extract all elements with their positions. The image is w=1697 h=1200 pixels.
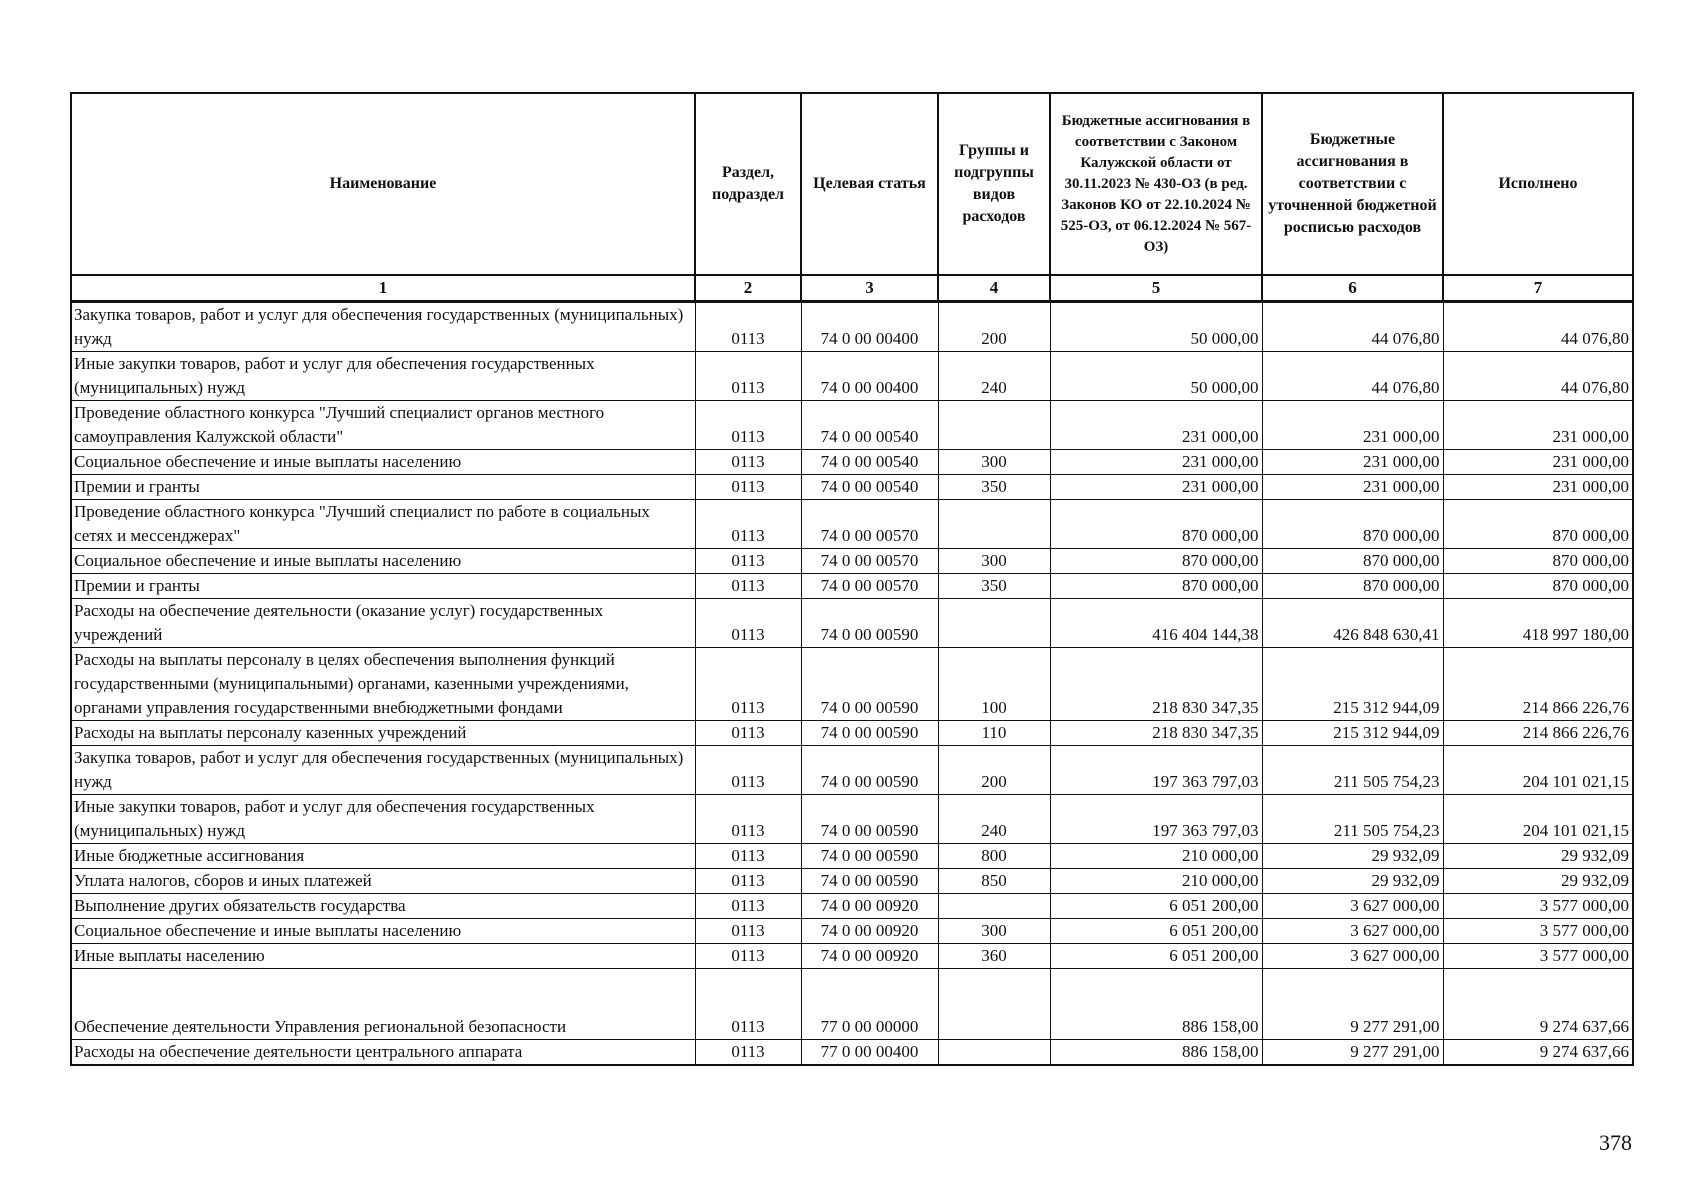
row-law-amount-cell: 210 000,00 (1050, 869, 1262, 894)
header-name: Наименование (71, 93, 695, 275)
row-group-cell: 300 (938, 549, 1050, 574)
header-refined: Бюджетные ассигнования в соответствии с уточненной бюджетной росписью расходов (1262, 93, 1443, 275)
row-refined-amount-cell: 215 312 944,09 (1262, 648, 1443, 721)
row-name-cell: Социальное обеспечение и иные выплаты населению (71, 919, 695, 944)
budget-table-container (70, 92, 1632, 1066)
row-section-cell: 0113 (695, 648, 801, 721)
row-name-cell: Проведение областного конкурса "Лучший специалист органов местного самоуправления Калужской области" (71, 401, 695, 450)
row-section-cell: 0113 (695, 549, 801, 574)
row-section-cell: 0113 (695, 475, 801, 500)
row-refined-amount-cell: 870 000,00 (1262, 574, 1443, 599)
column-number: 7 (1443, 275, 1633, 302)
row-group-cell (938, 894, 1050, 919)
row-section-cell: 0113 (695, 500, 801, 549)
table-row (71, 549, 1633, 574)
row-target-cell: 74 0 00 00590 (801, 844, 938, 869)
row-target-cell: 74 0 00 00540 (801, 450, 938, 475)
row-group-cell: 350 (938, 574, 1050, 599)
row-section-cell: 0113 (695, 844, 801, 869)
row-section-cell: 0113 (695, 969, 801, 1040)
row-executed-amount-cell: 214 866 226,76 (1443, 721, 1633, 746)
row-refined-amount-cell: 211 505 754,23 (1262, 746, 1443, 795)
row-refined-amount-cell: 9 277 291,00 (1262, 1040, 1443, 1066)
row-group-cell: 300 (938, 450, 1050, 475)
row-law-amount-cell: 231 000,00 (1050, 475, 1262, 500)
header-section: Раздел, подраздел (695, 93, 801, 275)
table-row (71, 599, 1633, 648)
row-target-cell: 74 0 00 00540 (801, 475, 938, 500)
column-number: 4 (938, 275, 1050, 302)
row-executed-amount-cell: 9 274 637,66 (1443, 1040, 1633, 1066)
row-name-cell: Иные закупки товаров, работ и услуг для обеспечения государственных (муниципальных) нужд (71, 352, 695, 401)
row-group-cell: 110 (938, 721, 1050, 746)
row-law-amount-cell: 218 830 347,35 (1050, 648, 1262, 721)
row-law-amount-cell: 50 000,00 (1050, 302, 1262, 352)
row-section-cell: 0113 (695, 401, 801, 450)
row-target-cell: 77 0 00 00400 (801, 1040, 938, 1066)
row-law-amount-cell: 870 000,00 (1050, 574, 1262, 599)
budget-table (70, 92, 1634, 1066)
row-group-cell: 240 (938, 795, 1050, 844)
row-target-cell: 74 0 00 00920 (801, 944, 938, 969)
row-section-cell: 0113 (695, 1040, 801, 1066)
row-target-cell: 77 0 00 00000 (801, 969, 938, 1040)
row-refined-amount-cell: 3 627 000,00 (1262, 919, 1443, 944)
row-refined-amount-cell: 215 312 944,09 (1262, 721, 1443, 746)
row-target-cell: 74 0 00 00570 (801, 549, 938, 574)
row-executed-amount-cell: 3 577 000,00 (1443, 944, 1633, 969)
row-section-cell: 0113 (695, 894, 801, 919)
table-row (71, 869, 1633, 894)
row-group-cell (938, 500, 1050, 549)
row-name-cell: Расходы на выплаты персоналу в целях обеспечения выполнения функций государственными (муниципальными) органами, казенными учреждениями, органами управления государственными внебюджетными фондами (71, 648, 695, 721)
row-group-cell: 850 (938, 869, 1050, 894)
row-law-amount-cell: 231 000,00 (1050, 401, 1262, 450)
row-name-cell: Социальное обеспечение и иные выплаты населению (71, 549, 695, 574)
row-target-cell: 74 0 00 00590 (801, 869, 938, 894)
table-row (71, 844, 1633, 869)
header-law: Бюджетные ассигнования в соответствии с Законом Калужской области от 30.11.2023 № 430-ОЗ (в ред. Законов КО от 22.10.2024 № 525-ОЗ, от 06.12.2024 № 567-ОЗ) (1050, 93, 1262, 275)
row-group-cell: 200 (938, 746, 1050, 795)
header-executed: Исполнено (1443, 93, 1633, 275)
row-section-cell: 0113 (695, 944, 801, 969)
row-group-cell (938, 969, 1050, 1040)
row-target-cell: 74 0 00 00570 (801, 574, 938, 599)
row-group-cell (938, 599, 1050, 648)
row-executed-amount-cell: 29 932,09 (1443, 844, 1633, 869)
row-executed-amount-cell: 231 000,00 (1443, 475, 1633, 500)
row-refined-amount-cell: 44 076,80 (1262, 302, 1443, 352)
table-row (71, 944, 1633, 969)
row-target-cell: 74 0 00 00590 (801, 795, 938, 844)
column-number: 3 (801, 275, 938, 302)
row-refined-amount-cell: 3 627 000,00 (1262, 894, 1443, 919)
row-executed-amount-cell: 204 101 021,15 (1443, 795, 1633, 844)
row-target-cell: 74 0 00 00590 (801, 648, 938, 721)
row-law-amount-cell: 6 051 200,00 (1050, 944, 1262, 969)
row-refined-amount-cell: 29 932,09 (1262, 869, 1443, 894)
row-executed-amount-cell: 204 101 021,15 (1443, 746, 1633, 795)
header-row (71, 93, 1633, 275)
row-name-cell: Закупка товаров, работ и услуг для обеспечения государственных (муниципальных) нужд (71, 302, 695, 352)
column-number-row (71, 275, 1633, 302)
row-group-cell: 350 (938, 475, 1050, 500)
row-name-cell: Расходы на обеспечение деятельности центрального аппарата (71, 1040, 695, 1066)
table-body (71, 302, 1633, 1066)
row-section-cell: 0113 (695, 721, 801, 746)
row-name-cell: Выполнение других обязательств государства (71, 894, 695, 919)
row-law-amount-cell: 197 363 797,03 (1050, 746, 1262, 795)
row-target-cell: 74 0 00 00590 (801, 599, 938, 648)
table-row (71, 302, 1633, 352)
row-section-cell: 0113 (695, 574, 801, 599)
table-row (71, 450, 1633, 475)
row-name-cell: Премии и гранты (71, 475, 695, 500)
row-refined-amount-cell: 9 277 291,00 (1262, 969, 1443, 1040)
row-name-cell: Уплата налогов, сборов и иных платежей (71, 869, 695, 894)
row-law-amount-cell: 197 363 797,03 (1050, 795, 1262, 844)
column-number: 6 (1262, 275, 1443, 302)
row-executed-amount-cell: 3 577 000,00 (1443, 894, 1633, 919)
row-name-cell: Иные выплаты населению (71, 944, 695, 969)
row-target-cell: 74 0 00 00400 (801, 302, 938, 352)
row-section-cell: 0113 (695, 869, 801, 894)
table-row (71, 352, 1633, 401)
table-row (71, 919, 1633, 944)
row-law-amount-cell: 231 000,00 (1050, 450, 1262, 475)
column-number: 2 (695, 275, 801, 302)
row-section-cell: 0113 (695, 352, 801, 401)
row-group-cell (938, 1040, 1050, 1066)
row-refined-amount-cell: 29 932,09 (1262, 844, 1443, 869)
row-group-cell (938, 401, 1050, 450)
table-row (71, 648, 1633, 721)
row-law-amount-cell: 218 830 347,35 (1050, 721, 1262, 746)
row-target-cell: 74 0 00 00400 (801, 352, 938, 401)
row-law-amount-cell: 416 404 144,38 (1050, 599, 1262, 648)
row-refined-amount-cell: 870 000,00 (1262, 500, 1443, 549)
row-executed-amount-cell: 3 577 000,00 (1443, 919, 1633, 944)
row-name-cell: Расходы на выплаты персоналу казенных учреждений (71, 721, 695, 746)
row-target-cell: 74 0 00 00570 (801, 500, 938, 549)
table-row (71, 721, 1633, 746)
row-refined-amount-cell: 44 076,80 (1262, 352, 1443, 401)
row-target-cell: 74 0 00 00920 (801, 894, 938, 919)
row-target-cell: 74 0 00 00920 (801, 919, 938, 944)
row-group-cell: 240 (938, 352, 1050, 401)
row-target-cell: 74 0 00 00590 (801, 721, 938, 746)
row-group-cell: 100 (938, 648, 1050, 721)
row-target-cell: 74 0 00 00590 (801, 746, 938, 795)
table-row (71, 894, 1633, 919)
row-law-amount-cell: 210 000,00 (1050, 844, 1262, 869)
row-section-cell: 0113 (695, 795, 801, 844)
table-row (71, 574, 1633, 599)
row-executed-amount-cell: 870 000,00 (1443, 549, 1633, 574)
row-law-amount-cell: 6 051 200,00 (1050, 894, 1262, 919)
row-section-cell: 0113 (695, 302, 801, 352)
row-group-cell: 200 (938, 302, 1050, 352)
table-row (71, 969, 1633, 1040)
row-name-cell: Проведение областного конкурса "Лучший специалист по работе в социальных сетях и мессенджерах" (71, 500, 695, 549)
row-name-cell: Социальное обеспечение и иные выплаты населению (71, 450, 695, 475)
row-name-cell: Иные бюджетные ассигнования (71, 844, 695, 869)
row-name-cell: Обеспечение деятельности Управления региональной безопасности (71, 969, 695, 1040)
row-law-amount-cell: 870 000,00 (1050, 500, 1262, 549)
row-refined-amount-cell: 231 000,00 (1262, 475, 1443, 500)
row-law-amount-cell: 886 158,00 (1050, 1040, 1262, 1066)
page-number: 378 (1599, 1130, 1632, 1155)
row-executed-amount-cell: 870 000,00 (1443, 574, 1633, 599)
row-name-cell: Расходы на обеспечение деятельности (оказание услуг) государственных учреждений (71, 599, 695, 648)
row-law-amount-cell: 6 051 200,00 (1050, 919, 1262, 944)
row-refined-amount-cell: 426 848 630,41 (1262, 599, 1443, 648)
table-row (71, 401, 1633, 450)
table-row (71, 500, 1633, 549)
row-executed-amount-cell: 231 000,00 (1443, 450, 1633, 475)
row-law-amount-cell: 870 000,00 (1050, 549, 1262, 574)
row-group-cell: 800 (938, 844, 1050, 869)
row-executed-amount-cell: 9 274 637,66 (1443, 969, 1633, 1040)
row-section-cell: 0113 (695, 450, 801, 475)
table-row (71, 475, 1633, 500)
row-section-cell: 0113 (695, 599, 801, 648)
row-executed-amount-cell: 214 866 226,76 (1443, 648, 1633, 721)
header-target: Целевая статья (801, 93, 938, 275)
row-refined-amount-cell: 870 000,00 (1262, 549, 1443, 574)
row-executed-amount-cell: 44 076,80 (1443, 352, 1633, 401)
header-groups: Группы и подгруппы видов расходов (938, 93, 1050, 275)
row-executed-amount-cell: 231 000,00 (1443, 401, 1633, 450)
row-executed-amount-cell: 29 932,09 (1443, 869, 1633, 894)
row-group-cell: 360 (938, 944, 1050, 969)
row-executed-amount-cell: 870 000,00 (1443, 500, 1633, 549)
row-refined-amount-cell: 211 505 754,23 (1262, 795, 1443, 844)
row-executed-amount-cell: 418 997 180,00 (1443, 599, 1633, 648)
row-executed-amount-cell: 44 076,80 (1443, 302, 1633, 352)
row-name-cell: Премии и гранты (71, 574, 695, 599)
row-target-cell: 74 0 00 00540 (801, 401, 938, 450)
row-name-cell: Иные закупки товаров, работ и услуг для обеспечения государственных (муниципальных) нужд (71, 795, 695, 844)
row-refined-amount-cell: 3 627 000,00 (1262, 944, 1443, 969)
column-number: 1 (71, 275, 695, 302)
row-refined-amount-cell: 231 000,00 (1262, 450, 1443, 475)
row-law-amount-cell: 886 158,00 (1050, 969, 1262, 1040)
table-row (71, 1040, 1633, 1066)
row-section-cell: 0113 (695, 746, 801, 795)
column-number: 5 (1050, 275, 1262, 302)
table-row (71, 795, 1633, 844)
row-name-cell: Закупка товаров, работ и услуг для обеспечения государственных (муниципальных) нужд (71, 746, 695, 795)
table-row (71, 746, 1633, 795)
row-section-cell: 0113 (695, 919, 801, 944)
row-law-amount-cell: 50 000,00 (1050, 352, 1262, 401)
row-group-cell: 300 (938, 919, 1050, 944)
row-refined-amount-cell: 231 000,00 (1262, 401, 1443, 450)
